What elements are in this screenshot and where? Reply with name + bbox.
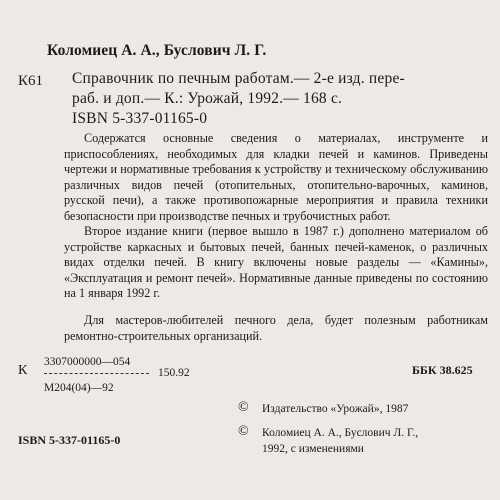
bibliographic-line-1: Справочник по печным работам.— 2-е изд. пере- bbox=[72, 70, 405, 87]
catalog-code-numerator: 3307000000—054 bbox=[44, 356, 131, 368]
authors-heading: Коломиец А. А., Буслович Л. Г. bbox=[47, 42, 267, 59]
copyright-icon: © bbox=[238, 400, 249, 415]
bbk-code: ББК 38.625 bbox=[412, 363, 473, 377]
bibliographic-isbn: ISBN 5-337-01165-0 bbox=[72, 110, 208, 127]
classification-code: К61 bbox=[18, 73, 44, 89]
bibliographic-line-2: раб. и доп.— К.: Урожай, 1992.— 168 с. bbox=[72, 90, 343, 107]
copyright-year-note: 1992, с изменениями bbox=[262, 443, 364, 455]
fraction-divider bbox=[44, 373, 149, 374]
copyright-publisher: Издательство «Урожай», 1987 bbox=[262, 403, 409, 415]
annotation-block bbox=[64, 131, 488, 302]
catalog-price: 150.92 bbox=[158, 367, 190, 379]
audience-note: Для мастеров-любителей печного дела, будет полезным работникам ремонтно-строительных организаций. bbox=[64, 313, 488, 343]
annotation-paragraph-2: Второе издание книги (первое вышло в 1987 г.) дополнено материалом об устройстве каркасных и бытовых печей, банных печей-каменок, о различных видах отделки печей. В книгу включены новые разделы — «Камины», «Эксплуатация и ремонт печей». Нормативные данные приведены по состоянию на 1 января 1992 г. bbox=[64, 224, 488, 300]
copyright-authors: Коломиец А. А., Буслович Л. Г., bbox=[262, 427, 419, 439]
catalog-code-denominator: М204(04)—92 bbox=[44, 382, 114, 394]
catalog-letter: К bbox=[18, 363, 28, 378]
isbn-bottom: ISBN 5-337-01165-0 bbox=[18, 433, 121, 447]
copyright-icon: © bbox=[238, 424, 249, 439]
annotation-paragraph-1: Содержатся основные сведения о материалах, инструменте и приспособлениях, необходимых для кладки печей и каминов. Приведены чертежи и нормативные требования к устройству и техническому обслуживанию различных видов печей (отопительных, отопительно-варочных, каминов, русской печи), а также противопожарные мероприятия и правила техники безопасности при производстве печных и трубочистных работ. bbox=[64, 131, 488, 223]
